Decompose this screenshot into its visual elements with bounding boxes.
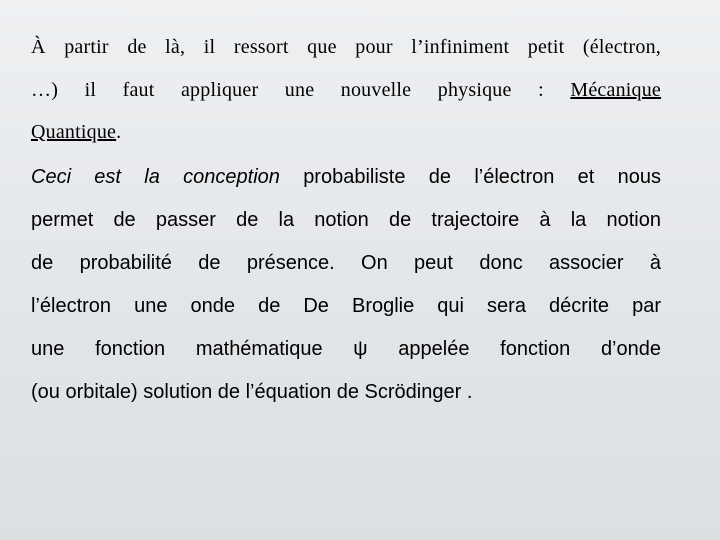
paragraph1-line3: [31, 121, 661, 144]
paragraph2-line5-text: une fonction mathématique ψ appelée fonction d’onde: [31, 338, 661, 360]
paragraph2-line5: [31, 338, 661, 361]
paragraph2-line4: [31, 295, 661, 318]
paragraph1-line3-period: .: [116, 121, 122, 143]
paragraph2-line6: [31, 381, 661, 404]
paragraph2-line3: [31, 252, 661, 275]
mecanique-link[interactable]: Mécanique: [570, 79, 662, 101]
quantique-link[interactable]: Quantique: [31, 121, 117, 143]
paragraph2-line2: [31, 209, 661, 232]
paragraph2-line4-text: l’électron une onde de De Broglie qui sera décrite par: [31, 295, 661, 317]
paragraph1-line2: [31, 79, 661, 102]
paragraph2-line6-text: (ou orbitale) solution de l’équation de Scrödinger .: [31, 381, 473, 403]
paragraph2-line2-text: permet de passer de la notion de trajectoire à la notion: [31, 209, 661, 231]
paragraph2-line1-rest: probabiliste de l’électron et nous: [279, 166, 661, 188]
paragraph1-line1: [31, 36, 661, 59]
paragraph2-line3-text: de probabilité de présence. On peut donc associer à: [31, 252, 661, 274]
paragraph2-line1: [31, 166, 661, 189]
paragraph2-italic-phrase: Ceci est la conception: [31, 166, 280, 188]
paragraph1-line1-text: À partir de là, il ressort que pour l’infiniment petit (électron,: [31, 36, 661, 58]
paragraph1-line2-text: …) il faut appliquer une nouvelle physique :: [31, 79, 544, 101]
